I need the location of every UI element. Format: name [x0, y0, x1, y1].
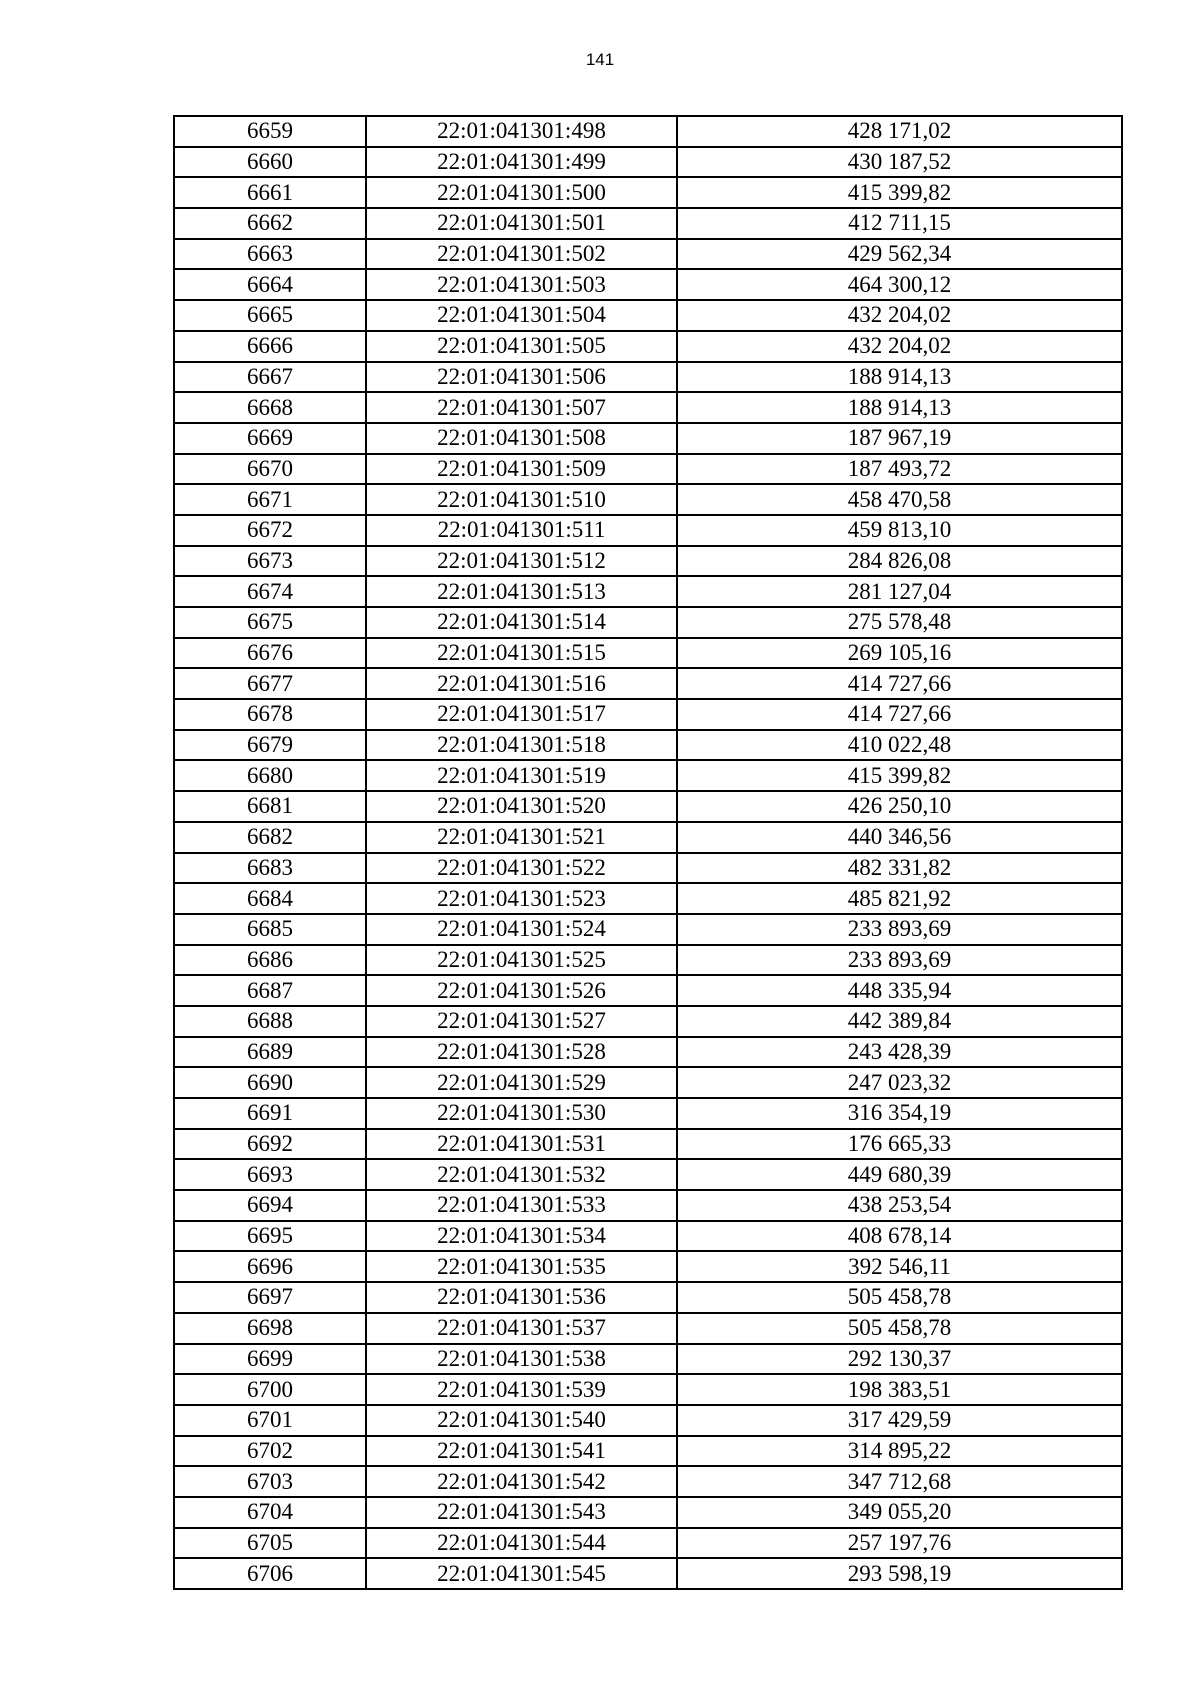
cadastral-number-cell: 22:01:041301:504: [366, 300, 677, 331]
cadastral-number-cell: 22:01:041301:522: [366, 853, 677, 884]
cadastral-number-cell: 22:01:041301:532: [366, 1159, 677, 1190]
cadastral-number-cell: 22:01:041301:538: [366, 1344, 677, 1375]
table-row: [174, 423, 1122, 454]
row-number-cell: 6686: [174, 945, 366, 976]
row-number-cell: 6684: [174, 883, 366, 914]
row-number-cell: 6705: [174, 1528, 366, 1559]
value-cell: 198 383,51: [677, 1374, 1122, 1405]
value-cell: 233 893,69: [677, 945, 1122, 976]
cadastral-number-cell: 22:01:041301:499: [366, 147, 677, 178]
row-number-cell: 6679: [174, 730, 366, 761]
table-row: [174, 116, 1122, 147]
value-cell: 187 493,72: [677, 454, 1122, 485]
cadastral-number-cell: 22:01:041301:540: [366, 1405, 677, 1436]
table-row: [174, 300, 1122, 331]
cadastral-number-cell: 22:01:041301:508: [366, 423, 677, 454]
cadastral-number-cell: 22:01:041301:501: [366, 208, 677, 239]
cadastral-number-cell: 22:01:041301:529: [366, 1067, 677, 1098]
cadastral-number-cell: 22:01:041301:513: [366, 576, 677, 607]
row-number-cell: 6667: [174, 362, 366, 393]
cadastral-number-cell: 22:01:041301:526: [366, 975, 677, 1006]
row-number-cell: 6664: [174, 269, 366, 300]
table-row: [174, 1558, 1122, 1589]
row-number-cell: 6669: [174, 423, 366, 454]
table-row: [174, 1159, 1122, 1190]
cadastral-number-cell: 22:01:041301:524: [366, 914, 677, 945]
table-row: [174, 208, 1122, 239]
cadastral-number-cell: 22:01:041301:523: [366, 883, 677, 914]
value-cell: 414 727,66: [677, 668, 1122, 699]
value-cell: 257 197,76: [677, 1528, 1122, 1559]
row-number-cell: 6691: [174, 1098, 366, 1129]
cadastral-number-cell: 22:01:041301:530: [366, 1098, 677, 1129]
value-cell: 269 105,16: [677, 638, 1122, 669]
table-row: [174, 945, 1122, 976]
cadastral-number-cell: 22:01:041301:544: [366, 1528, 677, 1559]
cadastral-number-cell: 22:01:041301:527: [366, 1006, 677, 1037]
table-row: [174, 1006, 1122, 1037]
row-number-cell: 6673: [174, 546, 366, 577]
row-number-cell: 6692: [174, 1129, 366, 1160]
table-row: [174, 392, 1122, 423]
value-cell: 415 399,82: [677, 177, 1122, 208]
value-cell: 430 187,52: [677, 147, 1122, 178]
cadastral-number-cell: 22:01:041301:518: [366, 730, 677, 761]
value-cell: 505 458,78: [677, 1313, 1122, 1344]
cadastral-number-cell: 22:01:041301:514: [366, 607, 677, 638]
cadastral-number-cell: 22:01:041301:520: [366, 791, 677, 822]
row-number-cell: 6665: [174, 300, 366, 331]
cadastral-number-cell: 22:01:041301:533: [366, 1190, 677, 1221]
value-cell: 316 354,19: [677, 1098, 1122, 1129]
table-row: [174, 1313, 1122, 1344]
table-row: [174, 269, 1122, 300]
value-cell: 392 546,11: [677, 1251, 1122, 1282]
value-cell: 482 331,82: [677, 853, 1122, 884]
row-number-cell: 6678: [174, 699, 366, 730]
row-number-cell: 6695: [174, 1221, 366, 1252]
table-row: [174, 1466, 1122, 1497]
value-cell: 440 346,56: [677, 822, 1122, 853]
row-number-cell: 6662: [174, 208, 366, 239]
cadastral-number-cell: 22:01:041301:521: [366, 822, 677, 853]
value-cell: 247 023,32: [677, 1067, 1122, 1098]
row-number-cell: 6702: [174, 1436, 366, 1467]
cadastral-number-cell: 22:01:041301:545: [366, 1558, 677, 1589]
value-cell: 188 914,13: [677, 362, 1122, 393]
value-cell: 442 389,84: [677, 1006, 1122, 1037]
row-number-cell: 6687: [174, 975, 366, 1006]
cadastral-value-table: [173, 115, 1123, 1590]
row-number-cell: 6690: [174, 1067, 366, 1098]
value-cell: 414 727,66: [677, 699, 1122, 730]
table-row: [174, 1251, 1122, 1282]
value-cell: 349 055,20: [677, 1497, 1122, 1528]
row-number-cell: 6682: [174, 822, 366, 853]
cadastral-number-cell: 22:01:041301:515: [366, 638, 677, 669]
row-number-cell: 6696: [174, 1251, 366, 1282]
table-row: [174, 331, 1122, 362]
table-row: [174, 484, 1122, 515]
cadastral-number-cell: 22:01:041301:498: [366, 116, 677, 147]
value-cell: 428 171,02: [677, 116, 1122, 147]
table-row: [174, 515, 1122, 546]
table-row: [174, 1067, 1122, 1098]
value-cell: 408 678,14: [677, 1221, 1122, 1252]
value-cell: 188 914,13: [677, 392, 1122, 423]
cadastral-number-cell: 22:01:041301:531: [366, 1129, 677, 1160]
cadastral-number-cell: 22:01:041301:511: [366, 515, 677, 546]
cadastral-number-cell: 22:01:041301:507: [366, 392, 677, 423]
value-cell: 281 127,04: [677, 576, 1122, 607]
row-number-cell: 6689: [174, 1037, 366, 1068]
table-row: [174, 699, 1122, 730]
value-cell: 243 428,39: [677, 1037, 1122, 1068]
table-row: [174, 668, 1122, 699]
cadastral-number-cell: 22:01:041301:503: [366, 269, 677, 300]
table-row: [174, 822, 1122, 853]
cadastral-number-cell: 22:01:041301:537: [366, 1313, 677, 1344]
row-number-cell: 6675: [174, 607, 366, 638]
page-number: 141: [585, 50, 615, 69]
table-row: [174, 607, 1122, 638]
row-number-cell: 6670: [174, 454, 366, 485]
cadastral-number-cell: 22:01:041301:516: [366, 668, 677, 699]
row-number-cell: 6700: [174, 1374, 366, 1405]
row-number-cell: 6659: [174, 116, 366, 147]
table-row: [174, 1436, 1122, 1467]
value-cell: 432 204,02: [677, 300, 1122, 331]
table-body: [174, 116, 1122, 1589]
table-row: [174, 853, 1122, 884]
table-row: [174, 791, 1122, 822]
row-number-cell: 6688: [174, 1006, 366, 1037]
value-cell: 429 562,34: [677, 239, 1122, 270]
table-row: [174, 239, 1122, 270]
value-cell: 448 335,94: [677, 975, 1122, 1006]
cadastral-number-cell: 22:01:041301:506: [366, 362, 677, 393]
cadastral-number-cell: 22:01:041301:534: [366, 1221, 677, 1252]
value-cell: 284 826,08: [677, 546, 1122, 577]
value-cell: 275 578,48: [677, 607, 1122, 638]
row-number-cell: 6661: [174, 177, 366, 208]
value-cell: 347 712,68: [677, 1466, 1122, 1497]
row-number-cell: 6671: [174, 484, 366, 515]
value-cell: 426 250,10: [677, 791, 1122, 822]
row-number-cell: 6660: [174, 147, 366, 178]
row-number-cell: 6694: [174, 1190, 366, 1221]
table-row: [174, 883, 1122, 914]
row-number-cell: 6681: [174, 791, 366, 822]
table-row: [174, 362, 1122, 393]
value-cell: 458 470,58: [677, 484, 1122, 515]
row-number-cell: 6703: [174, 1466, 366, 1497]
cadastral-number-cell: 22:01:041301:512: [366, 546, 677, 577]
cadastral-number-cell: 22:01:041301:536: [366, 1282, 677, 1313]
row-number-cell: 6693: [174, 1159, 366, 1190]
value-cell: 292 130,37: [677, 1344, 1122, 1375]
value-cell: 293 598,19: [677, 1558, 1122, 1589]
row-number-cell: 6666: [174, 331, 366, 362]
row-number-cell: 6706: [174, 1558, 366, 1589]
table-row: [174, 1282, 1122, 1313]
row-number-cell: 6663: [174, 239, 366, 270]
value-cell: 317 429,59: [677, 1405, 1122, 1436]
cadastral-number-cell: 22:01:041301:509: [366, 454, 677, 485]
value-cell: 412 711,15: [677, 208, 1122, 239]
value-cell: 187 967,19: [677, 423, 1122, 454]
row-number-cell: 6668: [174, 392, 366, 423]
value-cell: 176 665,33: [677, 1129, 1122, 1160]
table-row: [174, 1405, 1122, 1436]
table-row: [174, 576, 1122, 607]
cadastral-number-cell: 22:01:041301:510: [366, 484, 677, 515]
value-cell: 464 300,12: [677, 269, 1122, 300]
value-cell: 410 022,48: [677, 730, 1122, 761]
row-number-cell: 6677: [174, 668, 366, 699]
value-cell: 459 813,10: [677, 515, 1122, 546]
row-number-cell: 6698: [174, 1313, 366, 1344]
table-row: [174, 914, 1122, 945]
row-number-cell: 6697: [174, 1282, 366, 1313]
row-number-cell: 6683: [174, 853, 366, 884]
table-row: [174, 1528, 1122, 1559]
table-row: [174, 1497, 1122, 1528]
table-row: [174, 1098, 1122, 1129]
value-cell: 432 204,02: [677, 331, 1122, 362]
row-number-cell: 6685: [174, 914, 366, 945]
row-number-cell: 6672: [174, 515, 366, 546]
table-row: [174, 1037, 1122, 1068]
row-number-cell: 6674: [174, 576, 366, 607]
table-row: [174, 1374, 1122, 1405]
cadastral-number-cell: 22:01:041301:543: [366, 1497, 677, 1528]
row-number-cell: 6676: [174, 638, 366, 669]
table-row: [174, 730, 1122, 761]
table-row: [174, 454, 1122, 485]
table-row: [174, 1190, 1122, 1221]
value-cell: 505 458,78: [677, 1282, 1122, 1313]
value-cell: 485 821,92: [677, 883, 1122, 914]
cadastral-number-cell: 22:01:041301:502: [366, 239, 677, 270]
table-row: [174, 638, 1122, 669]
cadastral-number-cell: 22:01:041301:525: [366, 945, 677, 976]
table-row: [174, 1221, 1122, 1252]
value-cell: 449 680,39: [677, 1159, 1122, 1190]
row-number-cell: 6680: [174, 760, 366, 791]
table-row: [174, 1344, 1122, 1375]
cadastral-number-cell: 22:01:041301:519: [366, 760, 677, 791]
table-row: [174, 760, 1122, 791]
cadastral-number-cell: 22:01:041301:528: [366, 1037, 677, 1068]
cadastral-number-cell: 22:01:041301:505: [366, 331, 677, 362]
cadastral-number-cell: 22:01:041301:517: [366, 699, 677, 730]
cadastral-number-cell: 22:01:041301:541: [366, 1436, 677, 1467]
cadastral-number-cell: 22:01:041301:539: [366, 1374, 677, 1405]
row-number-cell: 6704: [174, 1497, 366, 1528]
value-cell: 233 893,69: [677, 914, 1122, 945]
row-number-cell: 6701: [174, 1405, 366, 1436]
table-row: [174, 1129, 1122, 1160]
value-cell: 314 895,22: [677, 1436, 1122, 1467]
table-row: [174, 546, 1122, 577]
table-row: [174, 147, 1122, 178]
table-row: [174, 975, 1122, 1006]
value-cell: 415 399,82: [677, 760, 1122, 791]
value-cell: 438 253,54: [677, 1190, 1122, 1221]
table-row: [174, 177, 1122, 208]
row-number-cell: 6699: [174, 1344, 366, 1375]
cadastral-number-cell: 22:01:041301:535: [366, 1251, 677, 1282]
cadastral-number-cell: 22:01:041301:542: [366, 1466, 677, 1497]
cadastral-number-cell: 22:01:041301:500: [366, 177, 677, 208]
